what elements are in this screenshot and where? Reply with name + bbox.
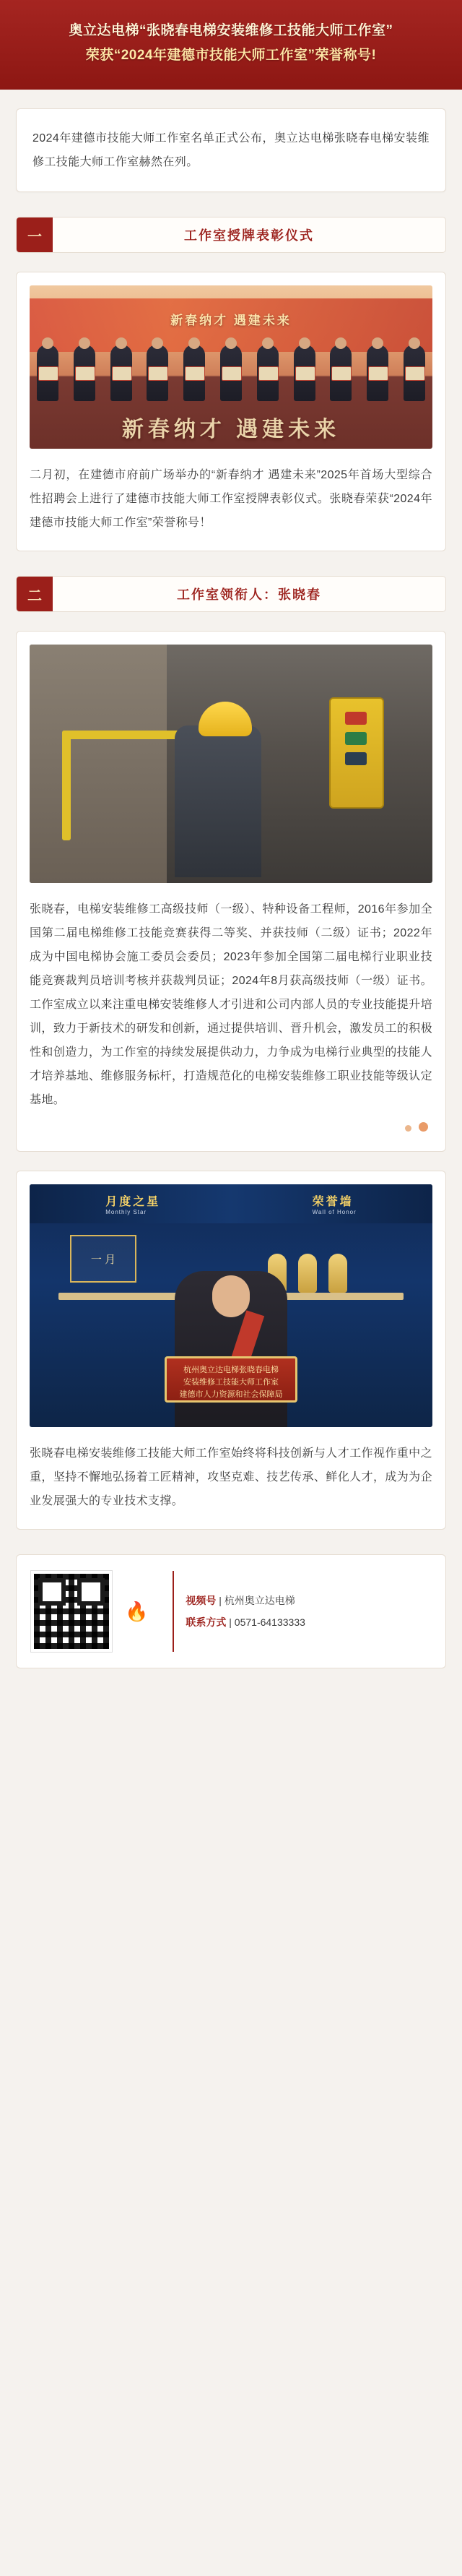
person <box>257 345 279 401</box>
person <box>147 345 168 401</box>
section-heading-1 <box>16 217 446 253</box>
ceremony-paragraph: 二月初，在建德市府前广场举办的“新春纳才 遇建未来”2025年首场大型综合性招聘会上进行了建德市技能大师工作室授牌表彰仪式。张晓春荣获“2024年建德市技能大师工作室”荣誉称号！ <box>30 469 432 529</box>
dot-icon <box>419 1122 428 1132</box>
section-title-2: 工作室领衔人：张晓春 <box>177 587 321 602</box>
trophy-icon <box>298 1254 317 1293</box>
board-title-left <box>105 1192 160 1215</box>
person <box>220 345 242 401</box>
section-title-1: 工作室授牌表彰仪式 <box>184 228 314 243</box>
person <box>74 345 95 401</box>
award-recipients-group <box>37 340 425 401</box>
footer-value-0: 杭州奥立达电梯 <box>224 1595 295 1606</box>
footer-sep: | <box>219 1595 225 1606</box>
board-title-left-text: 月度之星 <box>105 1196 161 1208</box>
honor-wall-header <box>30 1184 432 1223</box>
intro-paragraph: 2024年建德市技能大师工作室名单正式公布，奥立达电梯张晓春电梯安装维修工技能大师工作室赫然在列。 <box>32 132 430 168</box>
flame-icon: 🔥 <box>125 1601 149 1622</box>
plaque-line-3: 建德市人力资源和社会保障局 <box>179 1390 283 1399</box>
person <box>110 345 132 401</box>
intro-card <box>16 108 446 192</box>
person <box>367 345 388 401</box>
footer-contact-card <box>16 1554 446 1668</box>
award-holder-head <box>212 1275 250 1317</box>
safety-helmet-icon <box>199 702 252 736</box>
ceremony-card <box>16 272 446 551</box>
person <box>37 345 58 401</box>
board-subtitle-left: Monthly Star <box>105 1209 147 1215</box>
person <box>330 345 352 401</box>
safety-rail-vertical <box>62 731 71 840</box>
qr-code[interactable] <box>31 1571 112 1652</box>
plaque-line-1: 杭州奥立达电梯张晓春电梯 <box>183 1366 279 1374</box>
header-banner <box>0 0 462 90</box>
worker-photo <box>30 645 432 883</box>
worker-body <box>175 725 261 877</box>
footer-row <box>186 1611 431 1633</box>
person <box>294 345 315 401</box>
honor-card <box>16 1171 446 1530</box>
footer-divider <box>173 1571 174 1652</box>
board-subtitle-right: Wall of Honor <box>312 1209 357 1215</box>
wall-background <box>30 645 167 883</box>
header-title-line1: 奥立达电梯“张晓春电梯安装维修工技能大师工作室” <box>69 23 393 38</box>
honor-paragraph: 张晓春电梯安装维修工技能大师工作室始终将科技创新与人才工作视作重中之重，坚持不懈地弘扬着工匠精神，攻坚克难、技艺传承、鲜化人才，成为为企业发展强大的专业技术支撑。 <box>30 1447 432 1507</box>
header-title-line2: 荣获“2024年建德市技能大师工作室”荣誉称号! <box>85 48 377 63</box>
person <box>404 345 425 401</box>
award-plaque <box>165 1356 297 1403</box>
control-panel <box>329 697 384 809</box>
panel-button <box>345 752 367 765</box>
person <box>183 345 205 401</box>
footer-row <box>186 1590 431 1611</box>
plaque-line-2: 安装维修工技能大师工作室 <box>183 1378 279 1387</box>
decorative-dots <box>30 1112 432 1135</box>
board-title-right-text: 荣誉墙 <box>312 1196 354 1208</box>
footer-key-0: 视频号 <box>186 1595 217 1606</box>
footer-logo <box>112 1602 161 1621</box>
honor-wall-photo <box>30 1184 432 1427</box>
footer-value-1: 0571-64133333 <box>234 1616 305 1628</box>
footer-sep: | <box>229 1616 235 1628</box>
footer-key-1: 联系方式 <box>186 1616 227 1628</box>
board-title-right <box>313 1192 357 1215</box>
footer-contact-info <box>186 1590 431 1633</box>
stage-banner-text: 新春纳才 遇建未来 <box>170 314 292 327</box>
panel-button <box>345 732 367 745</box>
leader-card <box>16 631 446 1152</box>
ceremony-photo <box>30 285 432 449</box>
section-number-1: 一 <box>17 217 53 252</box>
section-number-2: 二 <box>17 577 53 611</box>
month-label: 一 月 <box>70 1235 136 1283</box>
photo-overlay-text: 新春纳才 遇建未来 <box>121 418 341 441</box>
dot-icon <box>405 1125 411 1132</box>
trophy-icon <box>328 1254 347 1293</box>
section-heading-2 <box>16 576 446 612</box>
panel-button <box>345 712 367 725</box>
leader-paragraph: 张晓春，电梯安装维修工高级技师（一级）、特种设备工程师，2016年参加全国第二届电梯维修工技能竞赛获得二等奖、并获技师（二级）证书；2022年成为中国电梯协会施工委员会委员；2023年参加全国第二届电梯行业职业技能竞赛裁判员培训考核并获裁判员证；2024年8月获高级技师（一级）证书。工作室成立以来注重电梯安装维修人才引进和公司内部人员的专业技能提升培训，致力于新技术的研发和创新，通过提供培训、晋升机会，激发员工的积极性和创造力，为工作室的持续发展提供动力，力争成为电梯行业典型的技能人才培养基地、维修服务标杆，打造规范化的电梯安装维修工职业技能等级认定基地。 <box>30 903 432 1106</box>
